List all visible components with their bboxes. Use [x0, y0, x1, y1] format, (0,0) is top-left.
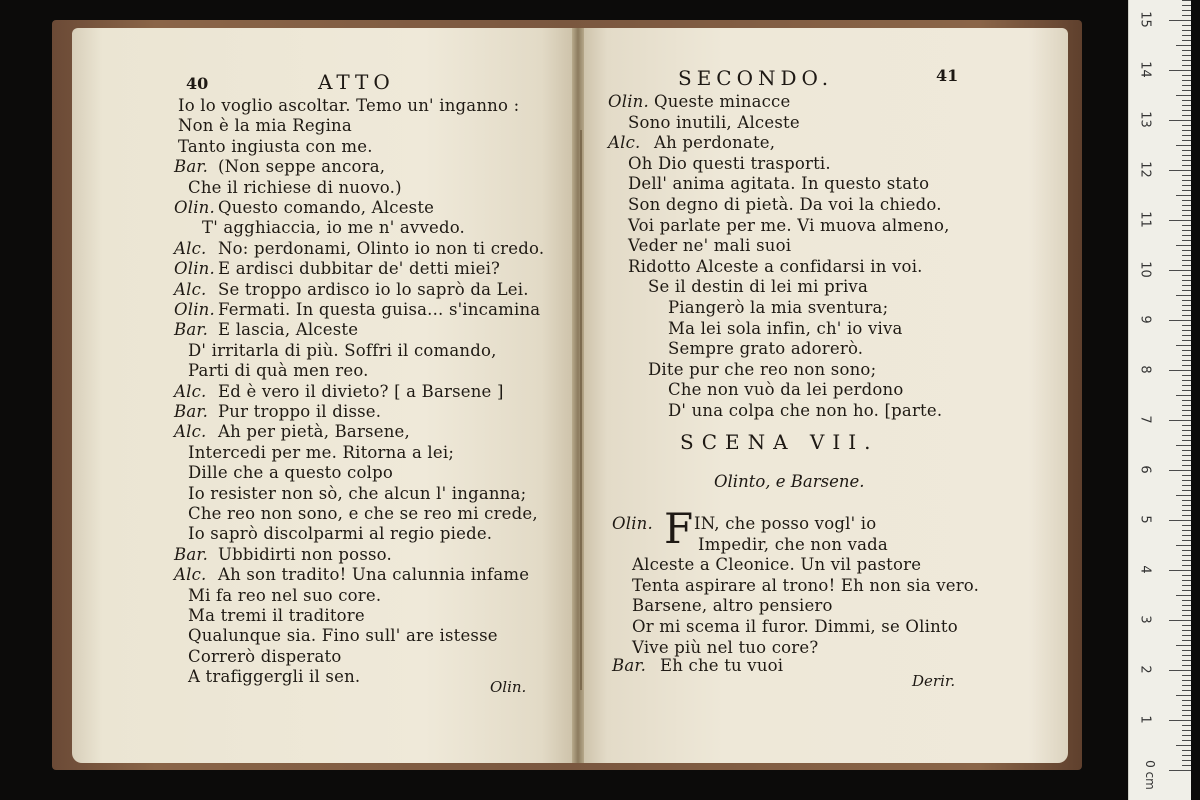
verse-line: Se troppo ardisco io lo saprò da Lei.: [218, 279, 529, 299]
ruler-number: 6: [1137, 465, 1153, 474]
verse-line: Tenta aspirare al trono! Eh non sia vero.: [632, 575, 980, 595]
ruler-tick: [1169, 570, 1191, 571]
ruler-tick: [1182, 715, 1191, 716]
ruler-tick: [1169, 20, 1191, 21]
ruler-tick: [1169, 520, 1191, 521]
verse-line: Tanto ingiusta con me.: [178, 136, 373, 156]
ruler-tick: [1182, 125, 1191, 126]
drop-cap: F: [664, 504, 694, 553]
ruler-tick: [1169, 470, 1191, 471]
verse-line: Alceste a Cleonice. Un vil pastore: [632, 555, 922, 575]
ruler-number: 13: [1137, 111, 1153, 128]
ruler-tick: [1182, 50, 1191, 51]
verse-line: Or mi scema il furor. Dimmi, se Olinto: [632, 617, 958, 636]
ruler-tick: [1182, 600, 1191, 601]
left-running-head: ATTO: [318, 70, 395, 94]
verse-line: A trafiggergli il sen.: [188, 667, 361, 687]
ruler-tick: [1182, 685, 1191, 686]
ruler-tick: [1169, 770, 1191, 771]
ruler-tick: [1182, 480, 1191, 481]
ruler-number: 1: [1137, 715, 1153, 724]
ruler-tick: [1169, 370, 1191, 371]
ruler-tick: [1182, 760, 1191, 761]
ruler-tick: [1182, 680, 1191, 681]
ruler-tick: [1182, 140, 1191, 141]
ruler-tick: [1182, 355, 1191, 356]
ruler-tick: [1176, 645, 1191, 646]
ruler-number: 9: [1137, 315, 1153, 324]
ruler-tick: [1182, 535, 1191, 536]
ruler-tick: [1182, 305, 1191, 306]
ruler-tick: [1182, 625, 1191, 626]
verse-line: E ardisci dubbitar de' detti miei?: [218, 259, 501, 279]
ruler-tick: [1182, 185, 1191, 186]
verse-line: Io lo voglio ascoltar. Temo un' inganno :: [178, 96, 520, 115]
verse-line: Correrò disperato: [188, 646, 342, 666]
verse-line: Dille che a questo colpo: [188, 463, 394, 483]
ruler-tick: [1182, 230, 1191, 231]
verse-line: Qualunque sia. Fino sull' are istesse: [188, 626, 498, 646]
verse-line: Voi parlate per me. Vi muova almeno,: [628, 215, 950, 235]
ruler-tick: [1182, 75, 1191, 76]
ruler-tick: [1182, 115, 1191, 116]
ruler-number: 5: [1137, 515, 1153, 524]
verse-line: Ma tremi il traditore: [188, 606, 365, 625]
ruler-tick: [1182, 275, 1191, 276]
ruler-tick: [1182, 585, 1191, 586]
ruler-tick: [1182, 300, 1191, 301]
ruler-tick: [1169, 220, 1191, 221]
speaker-label: Bar.: [174, 402, 209, 421]
verse-line: Sempre grato adorerò.: [668, 339, 864, 359]
ruler-tick: [1182, 500, 1191, 501]
ruler-tick: [1182, 215, 1191, 216]
verse-line: Ah per pietà, Barsene,: [218, 422, 410, 442]
speaker-label: Bar.: [174, 320, 209, 340]
verse-line: Ah perdonate,: [654, 133, 776, 153]
last-line: Eh che tu vuoi: [660, 656, 784, 675]
ruler-number: 3: [1137, 615, 1153, 624]
ruler-tick: [1182, 100, 1191, 101]
ruler-tick: [1176, 345, 1191, 346]
ruler-tick: [1182, 700, 1191, 701]
ruler-tick: [1182, 740, 1191, 741]
ruler-tick: [1182, 325, 1191, 326]
ruler-tick: [1182, 260, 1191, 261]
ruler-tick: [1182, 675, 1191, 676]
verse-line: (Non seppe ancora,: [218, 157, 386, 177]
ruler-tick: [1182, 105, 1191, 106]
verse-line: Impedir, che non vada: [698, 534, 888, 554]
ruler-tick: [1182, 360, 1191, 361]
ruler-tick: [1182, 350, 1191, 351]
ruler-tick: [1182, 330, 1191, 331]
ruler-tick: [1182, 280, 1191, 281]
ruler-tick: [1176, 295, 1191, 296]
ruler-tick: [1182, 235, 1191, 236]
ruler-tick: [1182, 405, 1191, 406]
ruler-tick: [1176, 495, 1191, 496]
ruler-tick: [1182, 590, 1191, 591]
ruler-tick: [1182, 315, 1191, 316]
verse-line: Ridotto Alceste a confidarsi in voi.: [628, 256, 923, 276]
verse-line: Dite pur che reo non sono;: [648, 359, 877, 379]
ruler-tick: [1176, 745, 1191, 746]
ruler-tick: [1169, 720, 1191, 721]
ruler-tick: [1182, 380, 1191, 381]
verse-line: T' agghiaccia, io me n' avvedo.: [202, 218, 465, 238]
ruler-tick: [1182, 30, 1191, 31]
verse-line: Fermati. In questa guisa... s'incamina: [218, 300, 541, 319]
right-catchword: Derir.: [912, 672, 956, 690]
ruler-tick: [1176, 695, 1191, 696]
ruler-tick: [1182, 365, 1191, 366]
scene-heading: SCENA VII.: [680, 430, 879, 454]
ruler-tick: [1169, 270, 1191, 271]
verse-line: Oh Dio questi trasporti.: [628, 153, 831, 173]
ruler-tick: [1169, 170, 1191, 171]
ruler-tick: [1169, 420, 1191, 421]
book-gutter: [572, 28, 584, 763]
ruler-tick: [1182, 565, 1191, 566]
ruler-tick: [1182, 540, 1191, 541]
left-catchword: Olin.: [490, 678, 527, 696]
verse-line: Pur troppo il disse.: [218, 402, 382, 421]
verse-line: Veder ne' mali suoi: [628, 236, 792, 256]
ruler-tick: [1182, 110, 1191, 111]
ruler-tick: [1182, 80, 1191, 81]
ruler-tick: [1182, 515, 1191, 516]
ruler-tick: [1182, 455, 1191, 456]
ruler-tick: [1182, 160, 1191, 161]
ruler-tick: [1182, 15, 1191, 16]
ruler-tick: [1182, 165, 1191, 166]
ruler-tick: [1182, 10, 1191, 11]
ruler-tick: [1182, 665, 1191, 666]
ruler-tick: [1182, 605, 1191, 606]
ruler-tick: [1169, 70, 1191, 71]
verse-line: Che il richiese di nuovo.): [188, 177, 402, 197]
ruler-tick: [1182, 375, 1191, 376]
ruler-tick: [1182, 190, 1191, 191]
ruler-tick: [1182, 610, 1191, 611]
ruler-tick: [1182, 385, 1191, 386]
last-speaker: Bar.: [612, 656, 647, 675]
ruler-tick: [1182, 505, 1191, 506]
speaker-label: Alc.: [174, 422, 207, 442]
verse-line: D' irritarla di più. Soffri il comando,: [188, 340, 497, 360]
ruler-tick: [1182, 550, 1191, 551]
ruler-tick: [1182, 210, 1191, 211]
ruler-tick: [1182, 85, 1191, 86]
speaker-label: Alc.: [174, 381, 207, 401]
ruler-tick: [1182, 200, 1191, 201]
ruler-tick: [1176, 545, 1191, 546]
ruler-tick: [1182, 635, 1191, 636]
ruler-tick: [1182, 705, 1191, 706]
speaker-label: Olin.: [174, 198, 215, 217]
verse-line: Piangerò la mia sventura;: [668, 298, 889, 317]
verse-line: Intercedi per me. Ritorna a lei;: [188, 442, 455, 462]
ruler-tick: [1176, 445, 1191, 446]
ruler-tick: [1182, 555, 1191, 556]
ruler-tick: [1182, 35, 1191, 36]
ruler-tick: [1182, 650, 1191, 651]
ruler-tick: [1176, 45, 1191, 46]
ruler-tick: [1182, 255, 1191, 256]
ruler-tick: [1182, 660, 1191, 661]
verse-line: Ed è vero il divieto? [ a Barsene ]: [218, 381, 504, 401]
speaker-label: Olin.: [174, 300, 215, 319]
ruler-tick: [1182, 130, 1191, 131]
ruler-tick: [1182, 90, 1191, 91]
verse-line: Questo comando, Alceste: [218, 198, 435, 217]
ruler-tick: [1176, 145, 1191, 146]
verse-line: IN, che posso vogl' io: [694, 514, 877, 533]
verse-line: No: perdonami, Olinto io non ti credo.: [218, 238, 545, 258]
ruler-tick: [1182, 155, 1191, 156]
ruler-tick: [1182, 485, 1191, 486]
ruler-tick: [1169, 620, 1191, 621]
ruler-tick: [1182, 65, 1191, 66]
ruler-tick: [1169, 670, 1191, 671]
verse-line: Mi fa reo nel suo core.: [188, 585, 382, 605]
ruler-number: 7: [1137, 415, 1153, 424]
ruler-tick: [1176, 245, 1191, 246]
ruler-tick: [1182, 750, 1191, 751]
ruler-tick: [1182, 630, 1191, 631]
ruler-tick: [1182, 180, 1191, 181]
ruler-tick: [1176, 195, 1191, 196]
ruler-tick: [1182, 690, 1191, 691]
ruler-number: 11: [1137, 211, 1153, 228]
gutter-crease: [580, 130, 582, 690]
scene-personae: Olinto, e Barsene.: [714, 472, 865, 491]
ruler-tick: [1182, 510, 1191, 511]
ruler-tick: [1182, 615, 1191, 616]
ruler-tick: [1182, 250, 1191, 251]
right-running-head: SECONDO.: [678, 66, 834, 90]
ruler-tick: [1182, 5, 1191, 6]
ruler-tick: [1182, 425, 1191, 426]
verse-line: Barsene, altro pensiero: [632, 596, 833, 616]
verse-line: Se il destin di lei mi priva: [648, 277, 868, 297]
ruler-tick: [1182, 475, 1191, 476]
verse-line: Vive più nel tuo core?: [632, 637, 819, 657]
ruler-tick: [1182, 710, 1191, 711]
verse-line: Parti di quà men reo.: [188, 361, 369, 381]
right-page-number: 41: [936, 66, 959, 85]
ruler-number: 15: [1137, 11, 1153, 28]
verse-line: Ubbidirti non posso.: [218, 544, 392, 564]
ruler-tick: [1182, 335, 1191, 336]
ruler-tick: [1169, 120, 1191, 121]
ruler-tick: [1182, 340, 1191, 341]
ruler-tick: [1182, 205, 1191, 206]
ruler-tick: [1169, 320, 1191, 321]
ruler-tick: [1182, 55, 1191, 56]
ruler-tick: [1182, 560, 1191, 561]
ruler-tick: [1182, 400, 1191, 401]
ruler-number: 2: [1137, 665, 1153, 674]
ruler-tick: [1176, 595, 1191, 596]
ruler-tick: [1182, 765, 1191, 766]
ruler-tick: [1182, 460, 1191, 461]
verse-line: Sono inutili, Alceste: [628, 112, 800, 132]
ruler-tick: [1182, 135, 1191, 136]
ruler-tick: [1182, 575, 1191, 576]
verse-line: Dell' anima agitata. In questo stato: [628, 174, 930, 194]
ruler-tick: [1182, 0, 1191, 1]
ruler-tick: [1182, 440, 1191, 441]
speaker-label: Alc.: [174, 279, 207, 299]
verse-line: Io saprò discolparmi al regio piede.: [188, 524, 493, 544]
ruler-unit-label: 0 cm: [1142, 760, 1157, 790]
verse-line: Non è la mia Regina: [178, 116, 352, 136]
ruler-tick: [1182, 755, 1191, 756]
ruler-tick: [1182, 290, 1191, 291]
ruler-tick: [1176, 395, 1191, 396]
speaker-label: Bar.: [174, 544, 209, 564]
ruler-tick: [1182, 310, 1191, 311]
ruler-tick: [1182, 265, 1191, 266]
ruler-tick: [1182, 730, 1191, 731]
measuring-ruler: [1128, 0, 1191, 800]
verse-line: Queste minacce: [654, 92, 791, 111]
ruler-tick: [1182, 175, 1191, 176]
ruler-number: 10: [1137, 261, 1153, 278]
verse-line: Ma lei sola infin, ch' io viva: [668, 318, 903, 338]
ruler-tick: [1182, 530, 1191, 531]
speech-speaker: Olin.: [612, 514, 653, 533]
speaker-label: Bar.: [174, 157, 209, 177]
ruler-tick: [1182, 640, 1191, 641]
ruler-tick: [1176, 95, 1191, 96]
ruler-tick: [1182, 415, 1191, 416]
speaker-label: Alc.: [174, 565, 207, 585]
ruler-tick: [1182, 735, 1191, 736]
left-page-number: 40: [186, 74, 209, 93]
ruler-tick: [1182, 390, 1191, 391]
ruler-tick: [1182, 725, 1191, 726]
verse-line: Che reo non sono, e che se reo mi crede,: [188, 504, 538, 523]
ruler-tick: [1182, 285, 1191, 286]
ruler-tick: [1182, 410, 1191, 411]
verse-line: Son degno di pietà. Da voi la chiedo.: [628, 195, 942, 214]
ruler-tick: [1182, 40, 1191, 41]
ruler-tick: [1182, 525, 1191, 526]
ruler-tick: [1182, 25, 1191, 26]
speaker-label: Olin.: [608, 92, 649, 111]
ruler-number: 8: [1137, 365, 1153, 374]
ruler-tick: [1182, 225, 1191, 226]
ruler-tick: [1182, 240, 1191, 241]
ruler-tick: [1182, 150, 1191, 151]
verse-line: D' una colpa che non ho. [parte.: [668, 401, 943, 420]
ruler-number: 4: [1137, 565, 1153, 574]
ruler-tick: [1182, 430, 1191, 431]
speaker-label: Alc.: [174, 238, 207, 258]
ruler-tick: [1182, 490, 1191, 491]
ruler-tick: [1182, 435, 1191, 436]
verse-line: Ah son tradito! Una calunnia infame: [218, 565, 530, 585]
ruler-tick: [1182, 450, 1191, 451]
ruler-tick: [1182, 655, 1191, 656]
speaker-label: Alc.: [608, 133, 641, 153]
ruler-number: 12: [1137, 161, 1153, 178]
ruler-number: 14: [1137, 61, 1153, 78]
ruler-tick: [1182, 465, 1191, 466]
verse-line: Io resister non sò, che alcun l' inganna;: [188, 483, 527, 503]
ruler-tick: [1182, 580, 1191, 581]
verse-line: Che non vuò da lei perdono: [668, 380, 904, 400]
speaker-label: Olin.: [174, 259, 215, 279]
ruler-tick: [1182, 60, 1191, 61]
verse-line: E lascia, Alceste: [218, 320, 359, 340]
